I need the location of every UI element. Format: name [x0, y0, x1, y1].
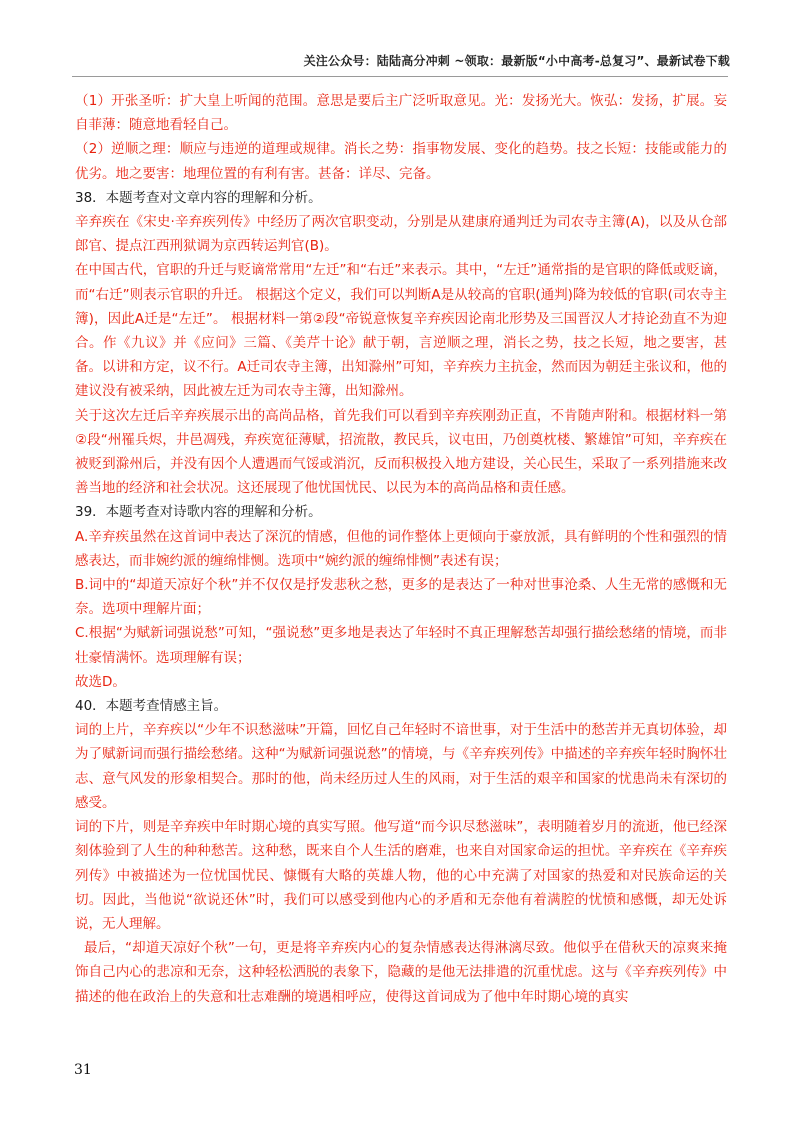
page-number: 31 [74, 1062, 92, 1078]
question-38-heading: 38．本题考查对文章内容的理解和分析。 [75, 189, 322, 206]
answer-40-paragraph-1: 词的上片，辛弃疾以“少年不识愁滋味”开篇，回忆自己年轻时不谙世事，对于生活中的愁苦并无真切体验，却为了赋新词而强行描绘愁绪。这种“为赋新词强说愁”的情境，与《辛弃疾列传》中描述的辛弃疾年轻时胸怀壮志、意气风发的形象相契合。那时的他，尚未经历过人生的风雨，对于生活的艰辛和国家的忧患尚未有深切的感受。 [75, 722, 727, 811]
answer-39-conclusion: 故选D。 [75, 673, 126, 690]
answer-39-option-b: B.词中的“却道天凉好个秋”并不仅仅是抒发悲秋之愁，更多的是表达了一种对世事沧桑、人生无常的感慨和无奈。选项中理解片面； [75, 577, 727, 618]
answer-40-paragraph-3: 最后，“却道天凉好个秋”一句，更是将辛弃疾内心的复杂情感表达得淋漓尽致。他似乎在借秋天的凉爽来掩饰自己内心的悲凉和无奈，这种轻松洒脱的表象下，隐藏的是他无法排遣的沉重忧虑。这与《辛弃疾列传》中描述的他在政治上的失意和壮志难酬的境遇相呼应，使得这首词成为了他中年时期心境的真实 [75, 940, 727, 1005]
answer-38-paragraph-1: 辛弃疾在《宋史·辛弃疾列传》中经历了两次官职变动，分别是从建康府通判迁为司农寺主簿(A)，以及从仓部郎官、提点江西刑狱调为京西转运判官(B)。 [75, 214, 727, 255]
question-39-heading: 39．本题考查对诗歌内容的理解和分析。 [75, 504, 322, 521]
paragraph-note-1: （1）开张圣听：扩大皇上听闻的范围。意思是要后主广泛听取意见。光：发扬光大。恢弘：发扬，扩展。妄自菲薄：随意地看轻自己。 [75, 93, 727, 134]
paragraph-note-2: （2）逆顺之理：顺应与违逆的道理或规律。消长之势：指事物发展、变化的趋势。技之长短：技能或能力的优劣。地之要害：地理位置的有利有害。甚备：详尽、完备。 [75, 141, 727, 182]
answer-38-paragraph-2: 在中国古代，官职的升迁与贬谪常常用“左迁”和“右迁”来表示。其中，“左迁”通常指的是官职的降低或贬谪，而“右迁”则表示官职的升迁。 根据这个定义，我们可以判断A是从较高的官职(通判)降为较低的官职(司农寺主簿)，因此A迁是“左迁”。 根据材料一第②段“帝锐意恢复辛弃疾因论南北形势及三国晋汉人才持论劲直不为迎合。作《九议》并《应问》三篇、《美芹十论》献于朝，言逆顺之理，消长之势，技之长短，地之要害，甚备。以讲和方定，议不行。A迁司农寺主簿，出知滁州”可知，辛弃疾力主抗金，然而因为朝廷主张议和，他的建议没有被采纳，因此被左迁为司农寺主簿，出知滁州。 [75, 262, 727, 400]
answer-40-paragraph-2: 词的下片，则是辛弃疾中年时期心境的真实写照。他写道“而今识尽愁滋味”，表明随着岁月的流逝，他已经深刻体验到了人生的种种愁苦。这种愁，既来自个人生活的磨难，也来自对国家命运的担忧。辛弃疾在《辛弃疾列传》中被描述为一位忧国忧民、慷慨有大略的英雄人物，他的心中充满了对国家的热爱和对民族命运的关切。因此，当他说“欲说还休”时，我们可以感受到他内心的矛盾和无奈他有着满腔的忧愤和感慨，却无处诉说，无人理解。 [75, 819, 727, 932]
answer-39-option-c: C.根据“为赋新词强说愁”可知，“强说愁”更多地是表达了年轻时不真正理解愁苦却强行描绘愁绪的情境，而非壮豪情满怀。选项理解有误； [75, 625, 727, 666]
question-40-heading: 40．本题考查情感主旨。 [75, 698, 228, 715]
page-header: 关注公众号：陆陆高分冲刺 ~领取：最新版“小中高考-总复习”、最新试卷下载 [303, 54, 730, 68]
header-rule [72, 76, 728, 77]
answer-38-paragraph-3: 关于这次左迁后辛弃疾展示出的高尚品格，首先我们可以看到辛弃疾刚劲正直，不肯随声附和。根据材料一第②段“州罹兵烬，井邑凋残，弃疾宽征薄赋，招流散，教民兵，议屯田，乃创奠枕楼、繁雄馆”可知，辛弃疾在被贬到滁州后，并没有因个人遭遇而气馁或消沉，反而积极投入地方建设，关心民生，采取了一系列措施来改善当地的经济和社会状况。这还展现了他忧国忧民、以民为本的高尚品格和责任感。 [75, 407, 727, 497]
answer-39-option-a: A.辛弃疾虽然在这首词中表达了深沉的情感，但他的词作整体上更倾向于豪放派，具有鲜明的个性和强烈的情感表达，而非婉约派的缠绵悱恻。选项中“婉约派的缠绵悱恻”表述有误； [75, 528, 727, 569]
document-body [75, 89, 727, 1009]
